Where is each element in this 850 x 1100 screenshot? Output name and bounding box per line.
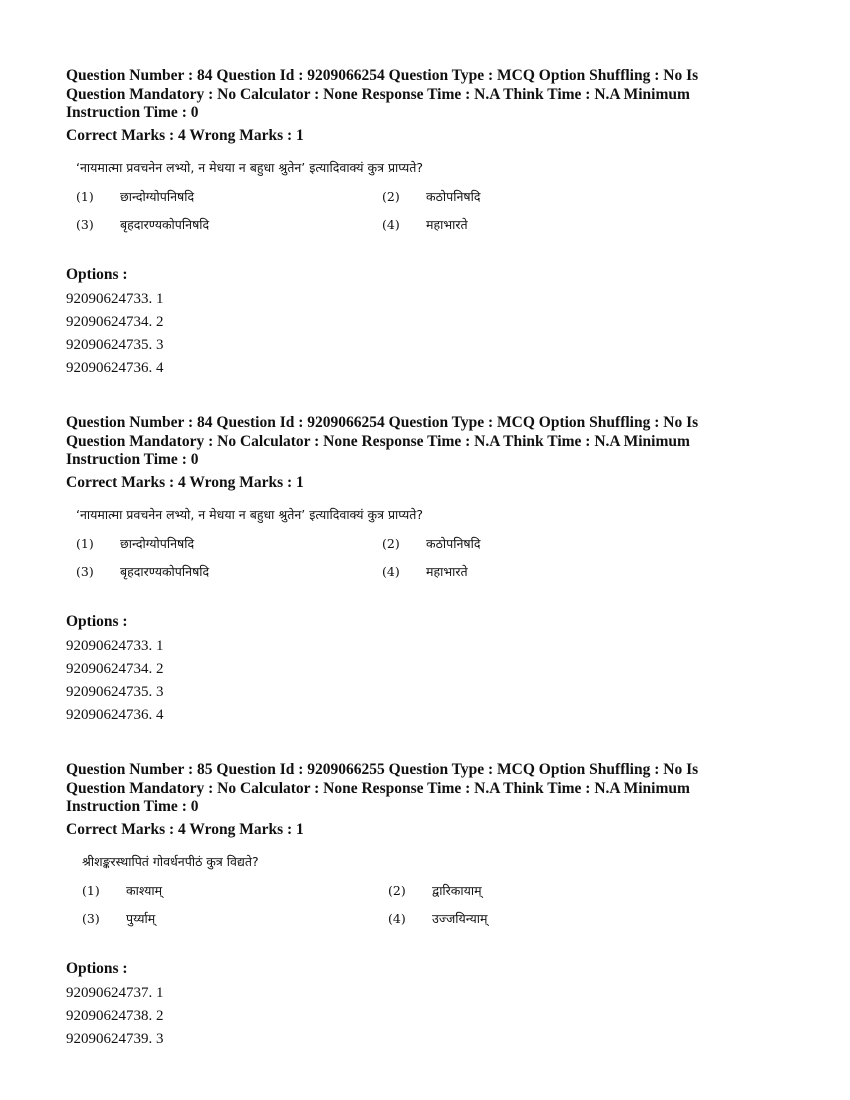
choice-4 (382, 216, 468, 233)
options-label: Options : (66, 613, 128, 630)
question-meta (66, 761, 786, 817)
choice-2 (382, 188, 480, 205)
meta-line: Question Number : 84 Question Id : 9209066254 Question Type : MCQ Option Shuffling : No Is (66, 414, 699, 431)
meta-line: Instruction Time : 0 (66, 104, 199, 121)
option-item: 92090624734. 2 (66, 314, 164, 330)
choice-text: महाभारते (426, 217, 468, 232)
choice-number: (1) (76, 536, 94, 551)
meta-line: Question Mandatory : No Calculator : None Response Time : N.A Think Time : N.A Minimum (66, 779, 690, 797)
choice-3 (82, 910, 155, 927)
meta-line: Instruction Time : 0 (66, 451, 199, 468)
choice-text: छान्दोग्योपनिषदि (120, 189, 195, 204)
question-meta (66, 67, 786, 123)
choice-text: पुर्य्याम् (126, 911, 156, 926)
marks-line: Correct Marks : 4 Wrong Marks : 1 (66, 126, 304, 144)
question-text: ‘नायमात्मा प्रवचनेन लभ्यो, न मेधया न बहुधा श्रुतेन’ इत्यादिवाक्यं कुत्र प्राप्यते? (76, 507, 424, 522)
marks-line: Correct Marks : 4 Wrong Marks : 1 (66, 820, 304, 838)
choice-4 (382, 563, 468, 580)
choice-number: (4) (388, 911, 406, 926)
choice-number: (2) (388, 883, 406, 898)
question-meta (66, 414, 786, 470)
choice-number: (1) (76, 189, 94, 204)
choice-text: छान्दोग्योपनिषदि (120, 536, 195, 551)
choice-text: कठोपनिषदि (426, 536, 481, 551)
choice-text: बृहदारण्यकोपनिषदि (120, 217, 210, 232)
choice-number: (4) (382, 564, 400, 579)
question-text: श्रीशङ्करस्थापितं गोवर्धनपीठं कुत्र विद्यते? (82, 854, 259, 869)
answer-choices (66, 188, 786, 248)
choice-text: द्वारिकायाम् (432, 883, 482, 898)
choice-4 (388, 910, 487, 927)
option-item: 92090624736. 4 (66, 707, 164, 723)
option-list (66, 635, 786, 727)
option-item: 92090624733. 1 (66, 291, 164, 307)
meta-line: Question Mandatory : No Calculator : None Response Time : N.A Think Time : N.A Minimum (66, 432, 690, 450)
meta-line: Question Mandatory : No Calculator : None Response Time : N.A Think Time : N.A Minimum (66, 85, 690, 103)
options-label: Options : (66, 960, 128, 977)
option-item: 92090624737. 1 (66, 985, 164, 1001)
answer-choices (66, 535, 786, 595)
choice-number: (1) (82, 883, 100, 898)
meta-line: Question Number : 84 Question Id : 9209066254 Question Type : MCQ Option Shuffling : No Is (66, 67, 699, 84)
choice-text: काश्याम् (126, 883, 163, 898)
question-text: ‘नायमात्मा प्रवचनेन लभ्यो, न मेधया न बहुधा श्रुतेन’ इत्यादिवाक्यं कुत्र प्राप्यते? (76, 160, 424, 175)
option-item: 92090624735. 3 (66, 337, 164, 353)
choice-number: (2) (382, 536, 400, 551)
option-item: 92090624739. 3 (66, 1031, 164, 1047)
choice-3 (76, 563, 209, 580)
choice-1 (82, 882, 162, 899)
choice-number: (3) (76, 564, 94, 579)
meta-line: Question Number : 85 Question Id : 9209066255 Question Type : MCQ Option Shuffling : No Is (66, 761, 699, 778)
options-label: Options : (66, 266, 128, 283)
choice-number: (3) (82, 911, 100, 926)
question-block-2 (66, 414, 786, 727)
question-block-3 (66, 761, 786, 1051)
option-item: 92090624733. 1 (66, 638, 164, 654)
choice-number: (2) (382, 189, 400, 204)
choice-2 (388, 882, 482, 899)
option-list (66, 288, 786, 380)
choice-text: बृहदारण्यकोपनिषदि (120, 564, 210, 579)
choice-3 (76, 216, 209, 233)
choice-2 (382, 535, 480, 552)
choice-1 (76, 535, 194, 552)
choice-text: कठोपनिषदि (426, 189, 481, 204)
option-item: 92090624736. 4 (66, 360, 164, 376)
question-block-1 (66, 67, 786, 380)
choice-1 (76, 188, 194, 205)
meta-line: Instruction Time : 0 (66, 798, 199, 815)
choice-text: उज्जयिन्याम् (432, 911, 488, 926)
option-list (66, 982, 786, 1051)
choice-text: महाभारते (426, 564, 468, 579)
option-item: 92090624735. 3 (66, 684, 164, 700)
option-item: 92090624738. 2 (66, 1008, 164, 1024)
choice-number: (3) (76, 217, 94, 232)
option-item: 92090624734. 2 (66, 661, 164, 677)
choice-number: (4) (382, 217, 400, 232)
answer-choices (66, 882, 786, 942)
marks-line: Correct Marks : 4 Wrong Marks : 1 (66, 473, 304, 491)
